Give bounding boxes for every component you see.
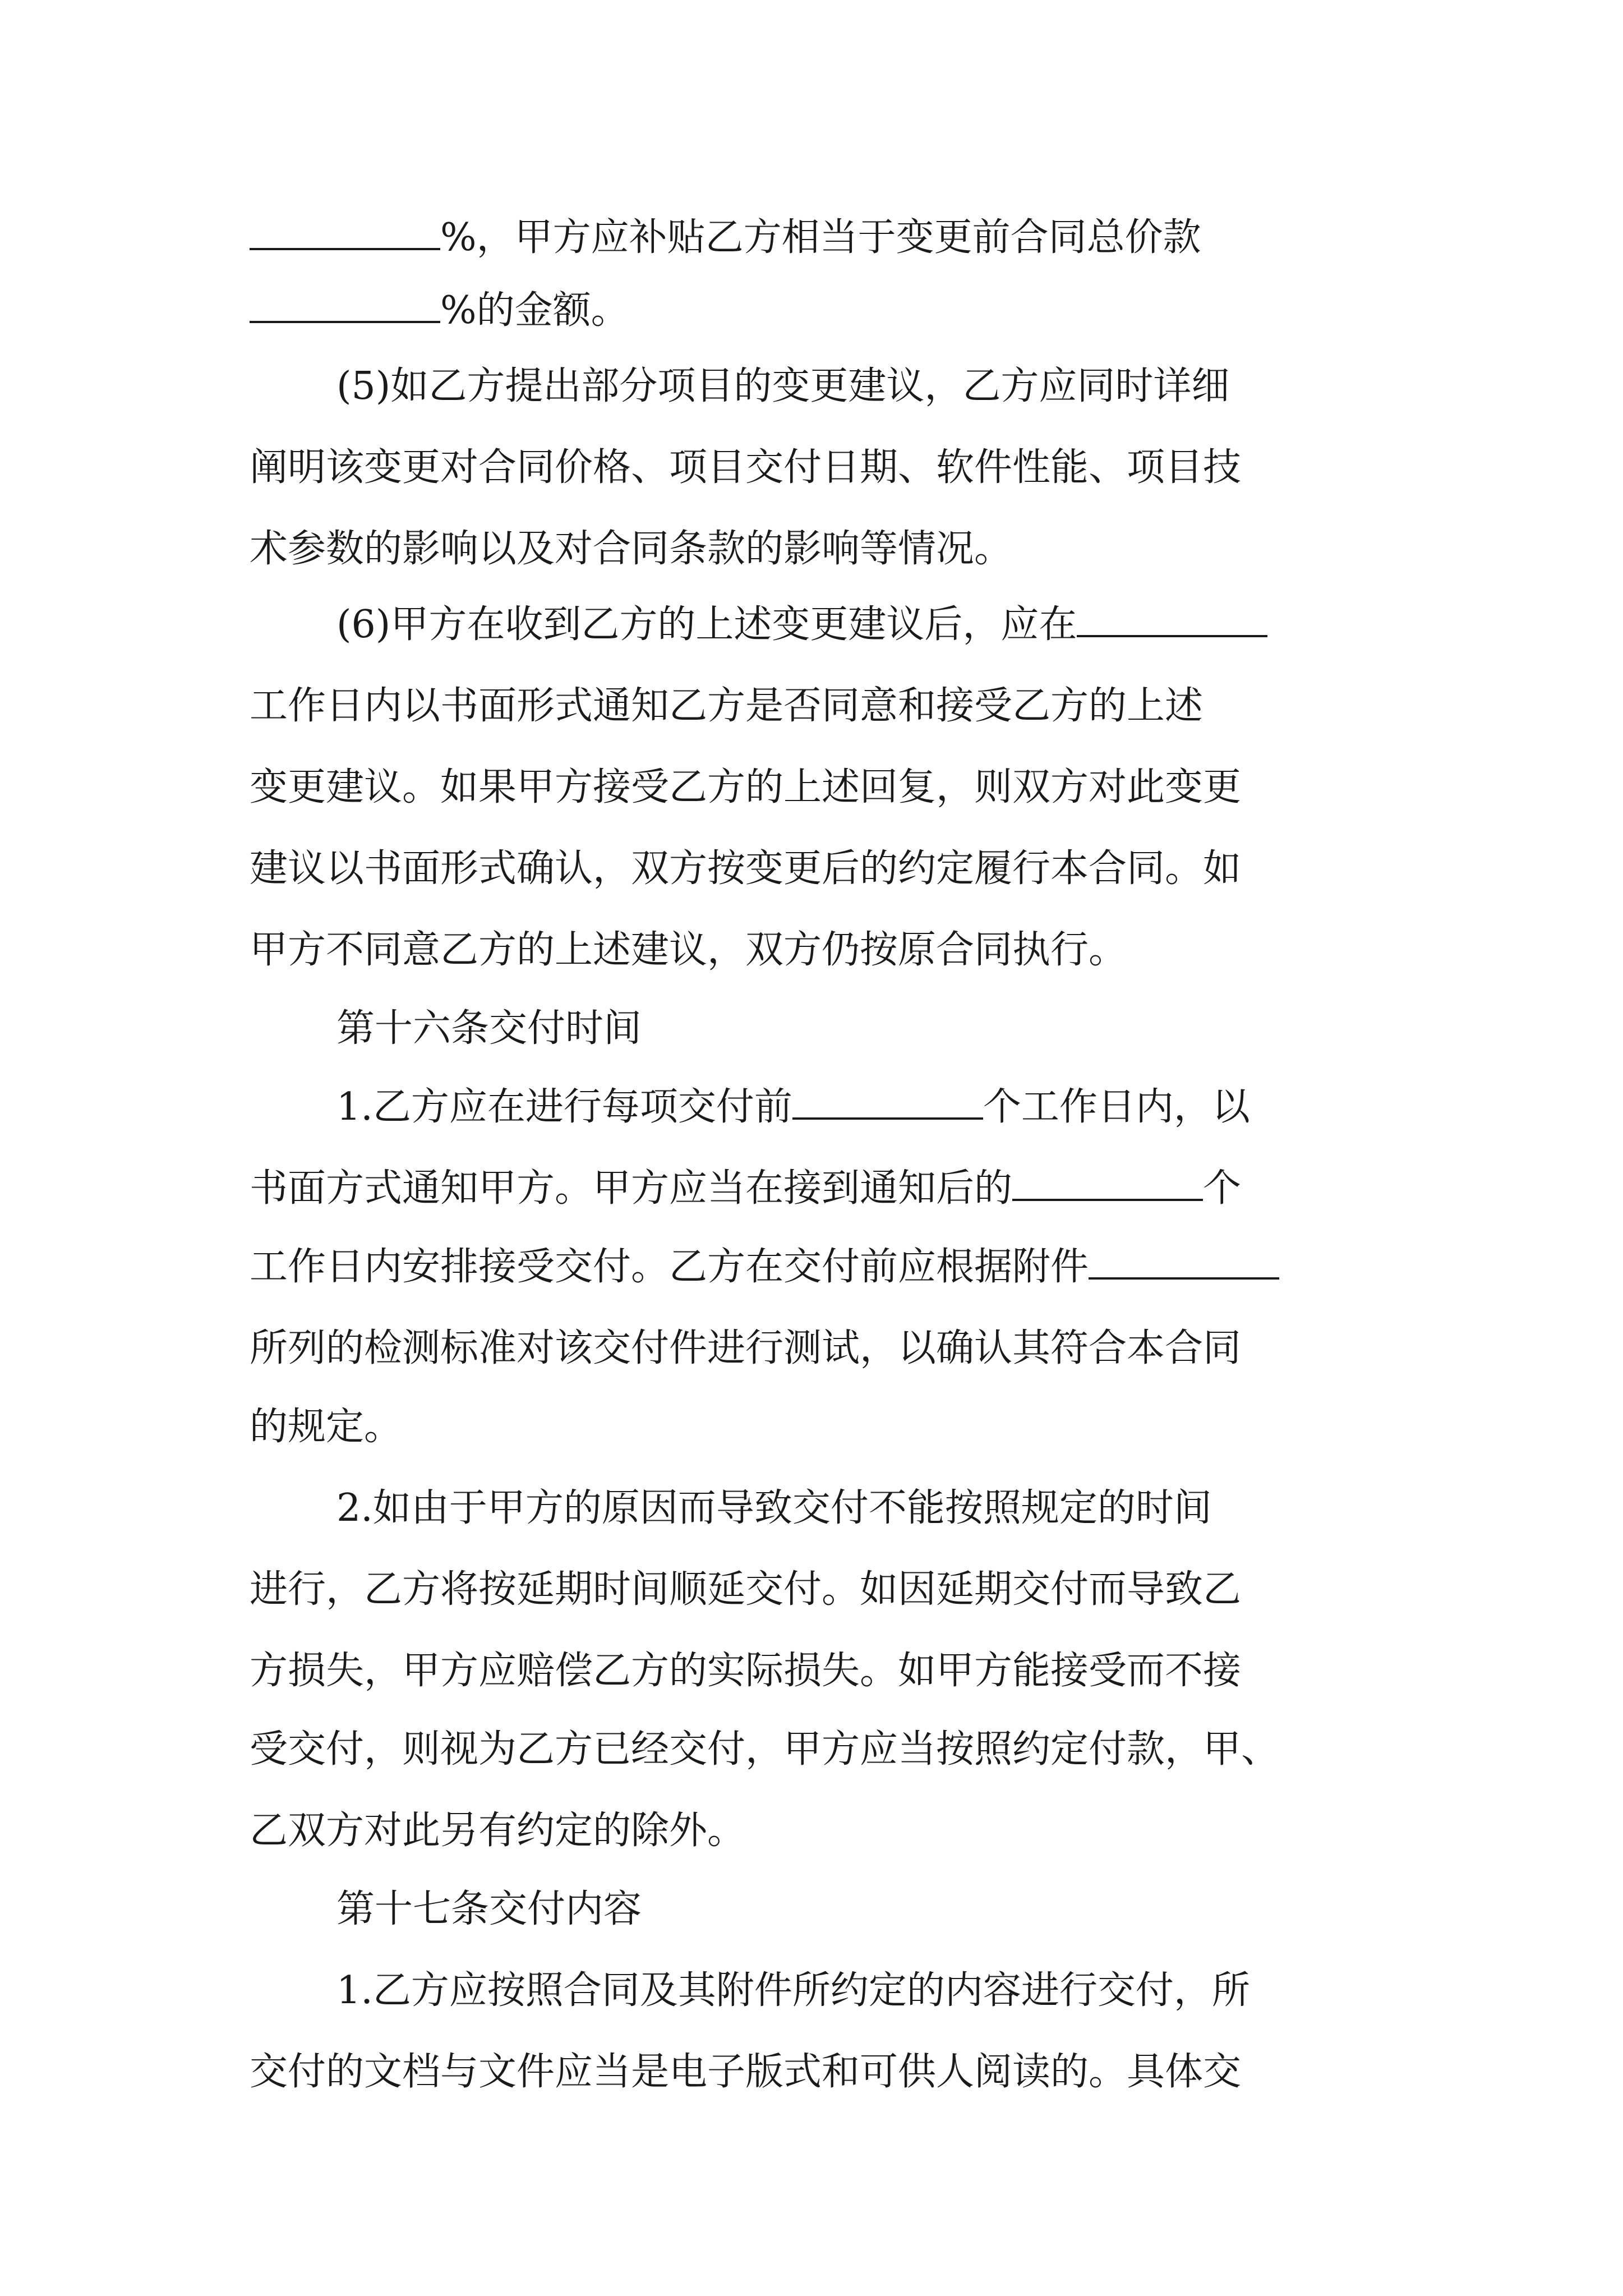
line-text: (6)甲方在收到乙方的上述变更建议后，应在	[336, 602, 1077, 647]
paragraph-line	[250, 928, 1127, 972]
line-text: 个	[1203, 1166, 1242, 1211]
paragraph-line	[336, 1968, 1250, 2013]
line-text: 1.乙方应在进行每项交付前	[336, 1085, 792, 1129]
line-text: 进行，乙方将按延期时间顺延交付。如因延期交付而导致乙	[250, 1567, 1242, 1612]
paragraph-line	[250, 1649, 1242, 1693]
paragraph-line	[250, 846, 1242, 891]
line-text: 2.如由于甲方的原因而导致交付不能按照规定的时间	[336, 1486, 1212, 1530]
line-text: 1.乙方应按照合同及其附件所约定的内容进行交付，所	[336, 1968, 1250, 2013]
line-text: %，甲方应补贴乙方相当于变更前合同总价款	[440, 215, 1201, 260]
fill-in-blank	[1012, 1170, 1203, 1201]
line-text: 阐明该变更对合同价格、项目交付日期、软件性能、项目技	[250, 445, 1242, 490]
paragraph-line	[336, 1486, 1212, 1530]
line-text: 所列的检测标准对该交付件进行测试，以确认其符合本合同	[250, 1326, 1242, 1370]
paragraph-line	[250, 527, 1013, 571]
line-text: 甲方不同意乙方的上述建议，双方仍按原合同执行。	[250, 928, 1127, 972]
fill-in-blank	[250, 219, 440, 250]
line-text: (5)如乙方提出部分项目的变更建议，乙方应同时详细	[336, 364, 1230, 408]
line-text: 的规定。	[250, 1405, 403, 1449]
heading-text: 第十六条交付时间	[336, 1006, 642, 1051]
paragraph-line	[250, 1245, 1279, 1289]
section-heading	[336, 1887, 642, 1931]
paragraph-line	[250, 1809, 746, 1853]
line-text: 交付的文档与文件应当是电子版式和可供人阅读的。具体交	[250, 2050, 1242, 2094]
paragraph-line	[336, 1085, 1250, 1129]
paragraph-line	[250, 684, 1204, 728]
paragraph-line	[250, 1405, 403, 1449]
line-text: 方损失，甲方应赔偿乙方的实际损失。如甲方能接受而不接	[250, 1649, 1242, 1693]
line-text: 书面方式通知甲方。甲方应当在接到通知后的	[250, 1166, 1013, 1211]
paragraph-line	[250, 1567, 1242, 1612]
paragraph-line	[250, 1727, 1280, 1772]
paragraph-line	[250, 215, 1201, 260]
line-text: 变更建议。如果甲方接受乙方的上述回复，则双方对此变更	[250, 765, 1242, 809]
line-text: 工作日内以书面形式通知乙方是否同意和接受乙方的上述	[250, 684, 1204, 728]
paragraph-line	[336, 602, 1267, 647]
line-text: %的金额。	[440, 288, 629, 333]
paragraph-line	[250, 288, 629, 333]
line-text: 术参数的影响以及对合同条款的影响等情况。	[250, 527, 1013, 571]
paragraph-line	[250, 1326, 1242, 1370]
paragraph-line	[250, 765, 1242, 809]
fill-in-blank	[1089, 1248, 1279, 1280]
line-text: 工作日内安排接受交付。乙方在交付前应根据附件	[250, 1245, 1089, 1289]
line-text: 乙双方对此另有约定的除外。	[250, 1809, 746, 1853]
fill-in-blank	[250, 292, 440, 323]
heading-text: 第十七条交付内容	[336, 1887, 642, 1931]
fill-in-blank	[1077, 606, 1267, 637]
paragraph-line	[336, 364, 1230, 408]
paragraph-line	[250, 2050, 1242, 2094]
line-text: 个工作日内，以	[983, 1085, 1250, 1129]
paragraph-line	[250, 445, 1242, 490]
line-text: 建议以书面形式确认，双方按变更后的约定履行本合同。如	[250, 846, 1242, 891]
paragraph-line	[250, 1166, 1242, 1211]
section-heading	[336, 1006, 642, 1051]
line-text: 受交付，则视为乙方已经交付，甲方应当按照约定付款，甲、	[250, 1727, 1280, 1772]
fill-in-blank	[792, 1088, 983, 1120]
